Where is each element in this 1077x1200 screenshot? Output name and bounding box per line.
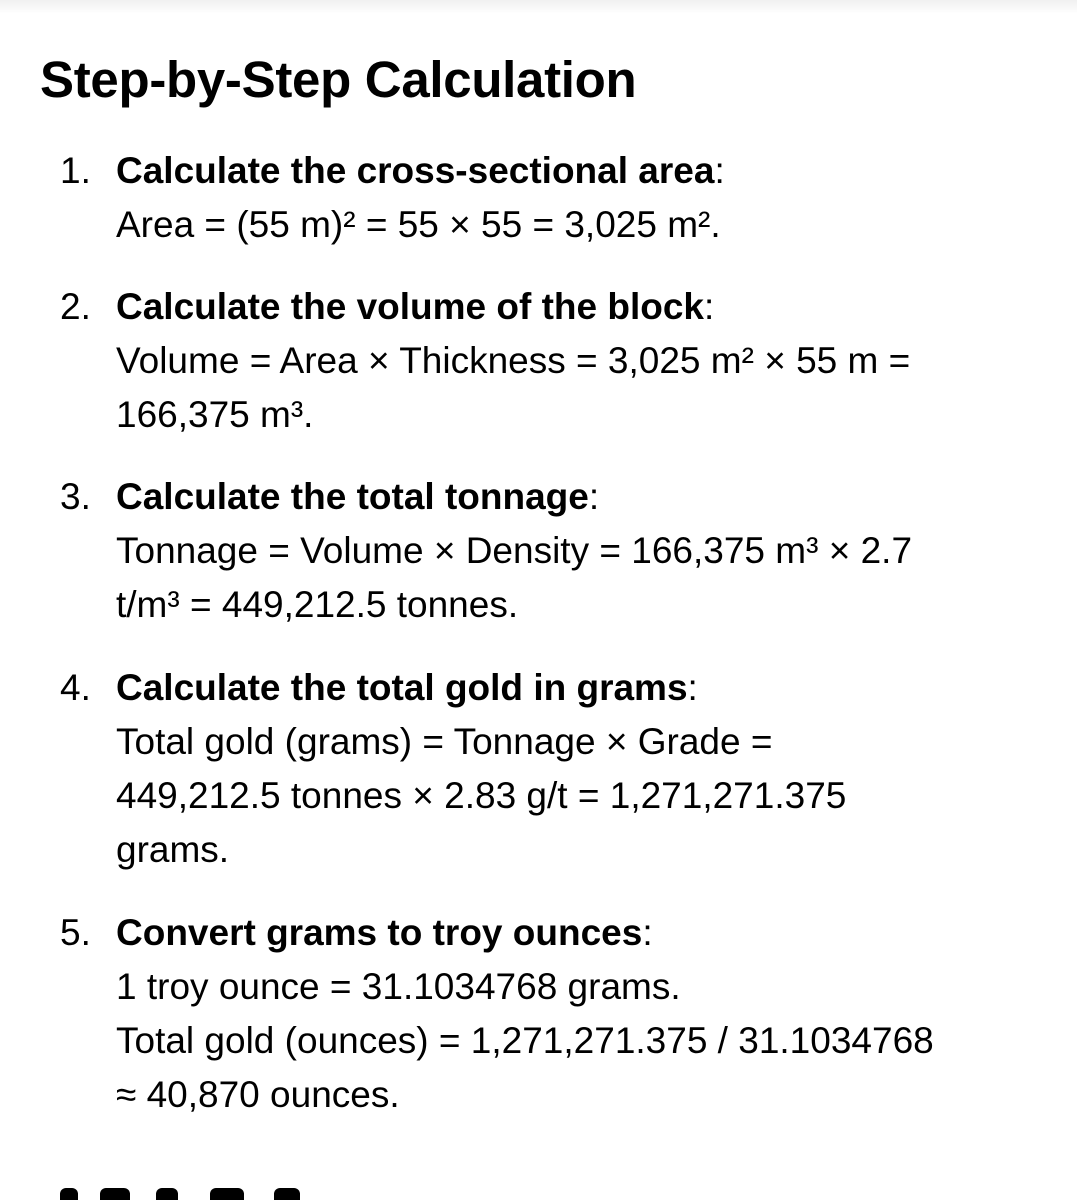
step-title: Calculate the total tonnage (116, 476, 589, 517)
page-title: Step-by-Step Calculation (40, 51, 637, 108)
step-text-line: Volume = Area × Thickness = 3,025 m² × 55 m = (116, 340, 911, 381)
step-body (116, 144, 1036, 252)
top-shadow (0, 0, 1077, 14)
step-text-line: 1 troy ounce = 31.1034768 grams. (116, 966, 681, 1007)
step-text-line: ≈ 40,870 ounces. (116, 1074, 400, 1115)
step-title-colon: : (704, 286, 715, 327)
step-title-colon: : (588, 476, 600, 517)
step-number: 2. (60, 286, 91, 327)
step-text-line: Total gold (ounces) = 1,271,271.375 / 31.1034768 (116, 1020, 934, 1061)
step-title: Calculate the volume of the block (116, 286, 705, 327)
step-title-line (116, 470, 1036, 524)
step-title-colon: : (714, 150, 725, 191)
step-title-colon: : (687, 667, 698, 708)
step-body (116, 470, 1036, 632)
step-text-line: t/m³ = 449,212.5 tonnes. (116, 584, 519, 625)
step-title-colon: : (642, 912, 653, 953)
step-body (116, 661, 1036, 877)
step-title: Calculate the cross-sectional area (116, 150, 715, 191)
step-body (116, 906, 1036, 1122)
cut-off-next-heading (60, 1188, 340, 1200)
step-number: 5. (60, 912, 91, 953)
step-text-line: 166,375 m³. (116, 394, 314, 435)
step-title-line (116, 906, 1036, 960)
step-title: Convert grams to troy ounces (116, 912, 643, 953)
step-title: Calculate the total gold in grams (116, 667, 688, 708)
step-body (116, 280, 1036, 442)
step-text-line: Total gold (grams) = Tonnage × Grade = (116, 721, 773, 762)
step-text-line: grams. (116, 829, 230, 870)
step-number: 4. (60, 667, 91, 708)
step-text-line: Area = (55 m)² = 55 × 55 = 3,025 m². (116, 204, 721, 245)
step-text-line: Tonnage = Volume × Density = 166,375 m³ × 2.7 (116, 530, 913, 571)
step-number: 3. (60, 476, 91, 517)
step-text-line: 449,212.5 tonnes × 2.83 g/t = 1,271,271.375 (116, 775, 847, 816)
step-title-line (116, 661, 1036, 715)
step-title-line (116, 280, 1036, 334)
step-number: 1. (60, 150, 91, 191)
step-title-line (116, 144, 1036, 198)
